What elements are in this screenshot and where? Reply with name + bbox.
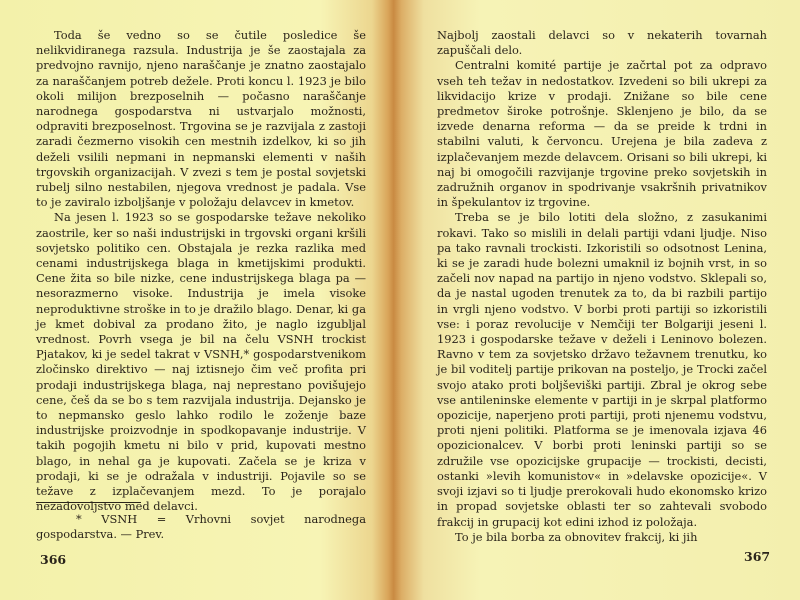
footnote: * VSNH = Vrhovni sovjet narodnega gospodarstva. — Prev. (36, 512, 366, 542)
left-page (36, 28, 366, 515)
page-number-left: 366 (40, 552, 67, 567)
right-page (437, 28, 767, 545)
right-paragraph-3: Treba se je bilo lotiti dela složno, z zasukanimi rokavi. Tako so mislili in delali partiji vdani ljudje. Niso pa tako ravnali trockisti. Izkoristili so odsotnost Lenina, ki se je zaradi hude bolezni umaknil iz bojnih vrst, in so začeli nov napad na partijo in njeno vodstvo. Sklepali so, da je nastal ugoden trenutek za to, da bi razbili partijo in vrgli njeno vodstvo. V borbi proti partiji so izkoristili vse: i poraz revolucije v Nemčiji ter Bolgariji jeseni l. 1923 i gospodarske težave v deželi i Leninovo bolezen. Ravno v tem za sovjetsko državo težavnem trenutku, ko je bil voditelj partije prikovan na posteljo, je Trocki začel svojo atako proti boljševiški partiji. Zbral je okrog sebe vse antileninske elemente v partiji in je skrpal platformo opozicije, naperjeno proti partiji, proti njenemu vodstvu, proti njeni politiki. Platforma se je imenovala izjava 46 opozicionalcev. V borbi proti leninski partiji so se združile vse opozicijske grupacije — trockisti, decisti, ostanki »levih komunistov« in »delavske opozicije«. V svoji izjavi so ti ljudje prerokovali hudo ekonomsko krizo in propad sovjetske oblasti ter so zahtevali svobodo frakcij in grupacij kot edini izhod iz položaja. (437, 210, 767, 529)
left-paragraph-2: Na jesen l. 1923 so se gospodarske težave nekoliko zaostrile, ker so naši industrijski in trgovski organi kršili sovjetsko politiko cen. Obstajala je rezka razlika med cenami industrijskega blaga in kmetijskimi produkti. Cene žita so bile nizke, cene industrijskega blaga pa — nesorazmerno visoke. Industrija je imela visoke neproduktivne stroške in to je dražilo blago. Denar, ki ga je kmet dobival za prodano žito, je naglo izgubljal vrednost. Povrh vsega je bil na čelu VSNH trockist Pjatakov, ki je sedel takrat v VSNH,* gospodarstvenikom zločinsko direktivo — naj iztisnejo čim več profita pri prodaji industrijskega blaga, naj neprestano povišujejo cene, češ da se bo s tem razvijala industrija. Dejansko je to nepmansko geslo lahko rodilo le zoženje baze industrijske proizvodnje in spodkopavanje industrije. V takih pogojih kmetu ni bilo v prid, kupovati mestno blago, in nehal ga je kupovati. Začela se je kriza v prodaji, ki se je odražala v industriji. Pojavile so se težave z izplačevanjem mezd. To je porajalo nezadovoljstvo med delavci. (36, 210, 366, 514)
footnote-divider (36, 502, 141, 503)
page-number-right: 367 (744, 549, 771, 564)
left-paragraph-1: Toda še vedno so se čutile posledice še nelikvidiranega razsula. Industrija je še zaostajala za predvojno ravnijo, njeno naraščanje je znatno zaostajalo za naraščanjem potreb dežele. Proti koncu l. 1923 je bilo okoli milijon brezposelnih — počasno naraščanje narodnega gospodarstva ni ustvarjalo možnosti, odpraviti brezposelnost. Trgovina se je razvijala z zastoji zaradi čezmerno visokih cen mestnih izdelkov, ki so jih deželi vsilili nepmani in nepmanski elementi v naših trgovskih organizacijah. V zvezi s tem je postal sovjetski rubelj silno nestabilen, njegova vrednost je padala. Vse to je zaviralo izboljšanje v položaju delavcev in kmetov. (36, 28, 366, 210)
right-paragraph-2: Centralni komité partije je začrtal pot za odpravo vseh teh težav in nedostatkov. Izvedeni so bili ukrepi za likvidacijo krize v prodaji. Znižane so bile cene predmetov široke potrošnje. Sklenjeno je bilo, da se izvede denarna reforma — da se preide k trdni in stabilni valuti, k červoncu. Urejena je bila zadeva z izplačevanjem mezde delavcem. Orisani so bili ukrepi, ki naj bi omogočili razvijanje trgovine preko sovjetskih in zadružnih organov in spodrivanje vsakršnih privatnikov in špekulantov iz trgovine. (437, 58, 767, 210)
right-paragraph-1: Najbolj zaostali delavci so v nekaterih tovarnah zapuščali delo. (437, 28, 767, 58)
right-paragraph-4: To je bila borba za obnovitev frakcij, ki jih (455, 529, 698, 544)
